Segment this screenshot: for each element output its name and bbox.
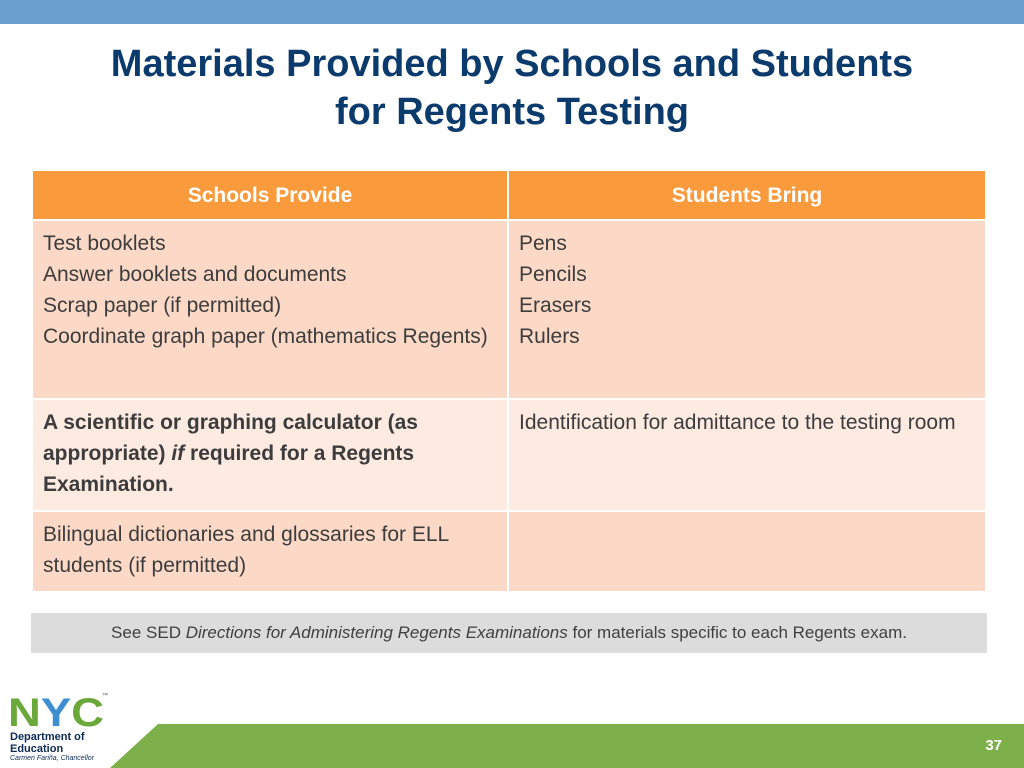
schools-provide-cell (32, 399, 508, 511)
calculator-if-text: if (171, 442, 185, 465)
table-header-row (32, 170, 986, 220)
table-row (32, 399, 986, 511)
list-item: Pencils (519, 263, 587, 286)
table-row (32, 511, 986, 592)
slide-title (20, 40, 1004, 136)
list-item: Answer booklets and documents (43, 263, 347, 286)
list-item: Erasers (519, 294, 592, 317)
list-item: Pens (519, 232, 567, 255)
header-students-bring: Students Bring (508, 170, 986, 220)
nyc-logo-text: NYC (8, 694, 101, 730)
list-item: Rulers (519, 325, 580, 348)
header-schools-provide: Schools Provide (32, 170, 508, 220)
footer-green-bar (110, 724, 1024, 768)
list-item: Scrap paper (if permitted) (43, 294, 282, 317)
department-name (10, 731, 85, 755)
top-accent-bar (0, 0, 1024, 24)
schools-provide-cell: Bilingual dictionaries and glossaries for ELL students (if permitted) (32, 511, 508, 592)
page-number: 37 (985, 737, 1002, 754)
calculator-text: A scientific or graphing calculator (as appropriate) (43, 411, 418, 465)
schools-provide-cell (32, 220, 508, 399)
reference-note (31, 613, 987, 653)
calculator-text-end: required for a Regents Examination. (43, 442, 415, 496)
note-suffix: for materials specific to each Regents exam. (567, 623, 907, 642)
dept-line-1: Department of (10, 731, 85, 743)
students-bring-cell (508, 220, 986, 399)
materials-table (31, 169, 987, 593)
students-bring-cell: Identification for admittance to the testing room (508, 399, 986, 511)
title-line-2: for Regents Testing (335, 91, 689, 133)
list-item: Coordinate graph paper (mathematics Regents) (43, 325, 488, 348)
title-line-1: Materials Provided by Schools and Students (110, 43, 914, 85)
logo-trademark: ™ (102, 693, 108, 699)
table-row (32, 220, 986, 399)
note-document-title: Directions for Administering Regents Examinations (185, 623, 568, 642)
dept-line-2: Education (10, 743, 64, 755)
nyc-logo (8, 694, 110, 730)
students-bring-cell (508, 511, 986, 592)
chancellor-name: Carmen Fariña, Chancellor (10, 755, 95, 762)
note-prefix: See SED (111, 623, 186, 642)
list-item: Test booklets (43, 232, 166, 255)
